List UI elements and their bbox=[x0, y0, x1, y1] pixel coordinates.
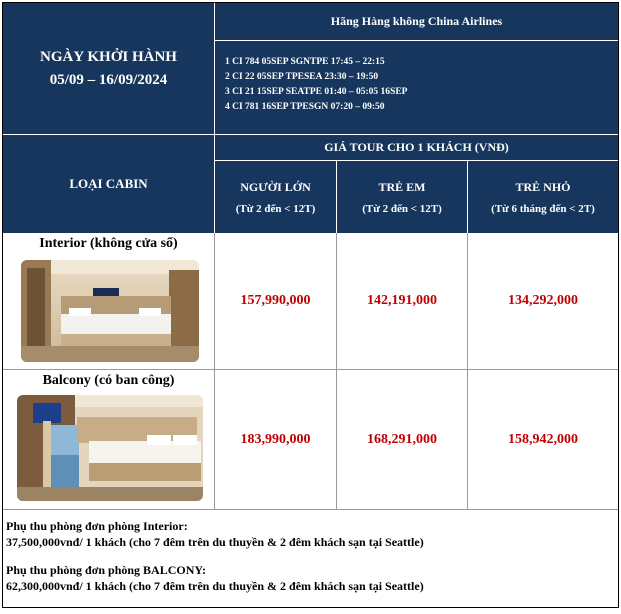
departure-cell bbox=[3, 3, 215, 135]
child-price: 142,191,000 bbox=[367, 293, 437, 308]
flight-line: 4 CI 781 16SEP TPESGN 07:20 – 09:50 bbox=[225, 102, 385, 112]
col-label: TRẺ NHỎ bbox=[515, 179, 571, 194]
col-child-header bbox=[337, 161, 468, 233]
room-name: Balcony (có ban công) bbox=[42, 373, 175, 388]
airline-name: Hãng Hàng không China Airlines bbox=[330, 14, 503, 28]
flight-line: 1 CI 784 05SEP SGNTPE 17:45 – 22:15 bbox=[225, 57, 385, 67]
child-price: 168,291,000 bbox=[367, 431, 437, 447]
price-cell bbox=[215, 370, 337, 510]
col-sub: (Từ 2 đến < 12T) bbox=[235, 202, 316, 215]
flight-line: 2 CI 22 05SEP TPESEA 23:30 – 19:50 bbox=[225, 72, 379, 82]
flights-cell bbox=[215, 41, 618, 135]
col-sub: (Từ 6 tháng đến < 2T) bbox=[491, 202, 595, 215]
col-adult-header bbox=[215, 161, 337, 233]
cabin-type-header bbox=[3, 135, 215, 233]
price-title: GIÁ TOUR CHO 1 KHÁCH (VNĐ) bbox=[324, 140, 509, 154]
col-label: TRẺ EM bbox=[378, 179, 426, 194]
note-line: 62,300,000vnđ/ 1 khách (cho 7 đêm trên du thuyền & 2 đêm khách sạn tại Seattle) bbox=[6, 579, 424, 593]
notes-cell bbox=[3, 510, 618, 607]
room-name: Interior (không cửa sổ) bbox=[39, 236, 178, 251]
adult-price: 183,990,000 bbox=[240, 431, 311, 447]
note-line: Phụ thu phòng đơn phòng BALCONY: bbox=[6, 563, 206, 577]
adult-price: 157,990,000 bbox=[240, 293, 311, 308]
col-infant-header bbox=[468, 161, 618, 233]
interior-cabin-photo bbox=[21, 260, 199, 362]
note-line: 37,500,000vnđ/ 1 khách (cho 7 đêm trên du thuyền & 2 đêm khách sạn tại Seattle) bbox=[6, 535, 424, 549]
price-cell bbox=[337, 370, 468, 510]
infant-price: 134,292,000 bbox=[508, 293, 578, 308]
price-cell bbox=[215, 233, 337, 370]
room-interior-cell bbox=[3, 233, 215, 370]
tour-price-table bbox=[2, 2, 619, 608]
note-line: Phụ thu phòng đơn phòng Interior: bbox=[6, 519, 188, 533]
room-balcony-cell bbox=[3, 370, 215, 510]
balcony-cabin-photo bbox=[17, 395, 203, 501]
departure-dates: 05/09 – 16/09/2024 bbox=[49, 71, 168, 88]
price-cell bbox=[468, 370, 618, 510]
airline-cell bbox=[215, 3, 618, 41]
infant-price: 158,942,000 bbox=[508, 431, 578, 447]
flight-line: 3 CI 21 15SEP SEATPE 01:40 – 05:05 16SEP bbox=[225, 87, 408, 97]
price-title-cell bbox=[215, 135, 618, 161]
col-sub: (Từ 2 đến < 12T) bbox=[362, 202, 442, 215]
price-cell bbox=[337, 233, 468, 370]
col-label: NGƯỜI LỚN bbox=[240, 179, 311, 194]
departure-title: NGÀY KHỞI HÀNH bbox=[40, 48, 177, 65]
cabin-type-label: LOẠI CABIN bbox=[69, 176, 148, 191]
price-cell bbox=[468, 233, 618, 370]
